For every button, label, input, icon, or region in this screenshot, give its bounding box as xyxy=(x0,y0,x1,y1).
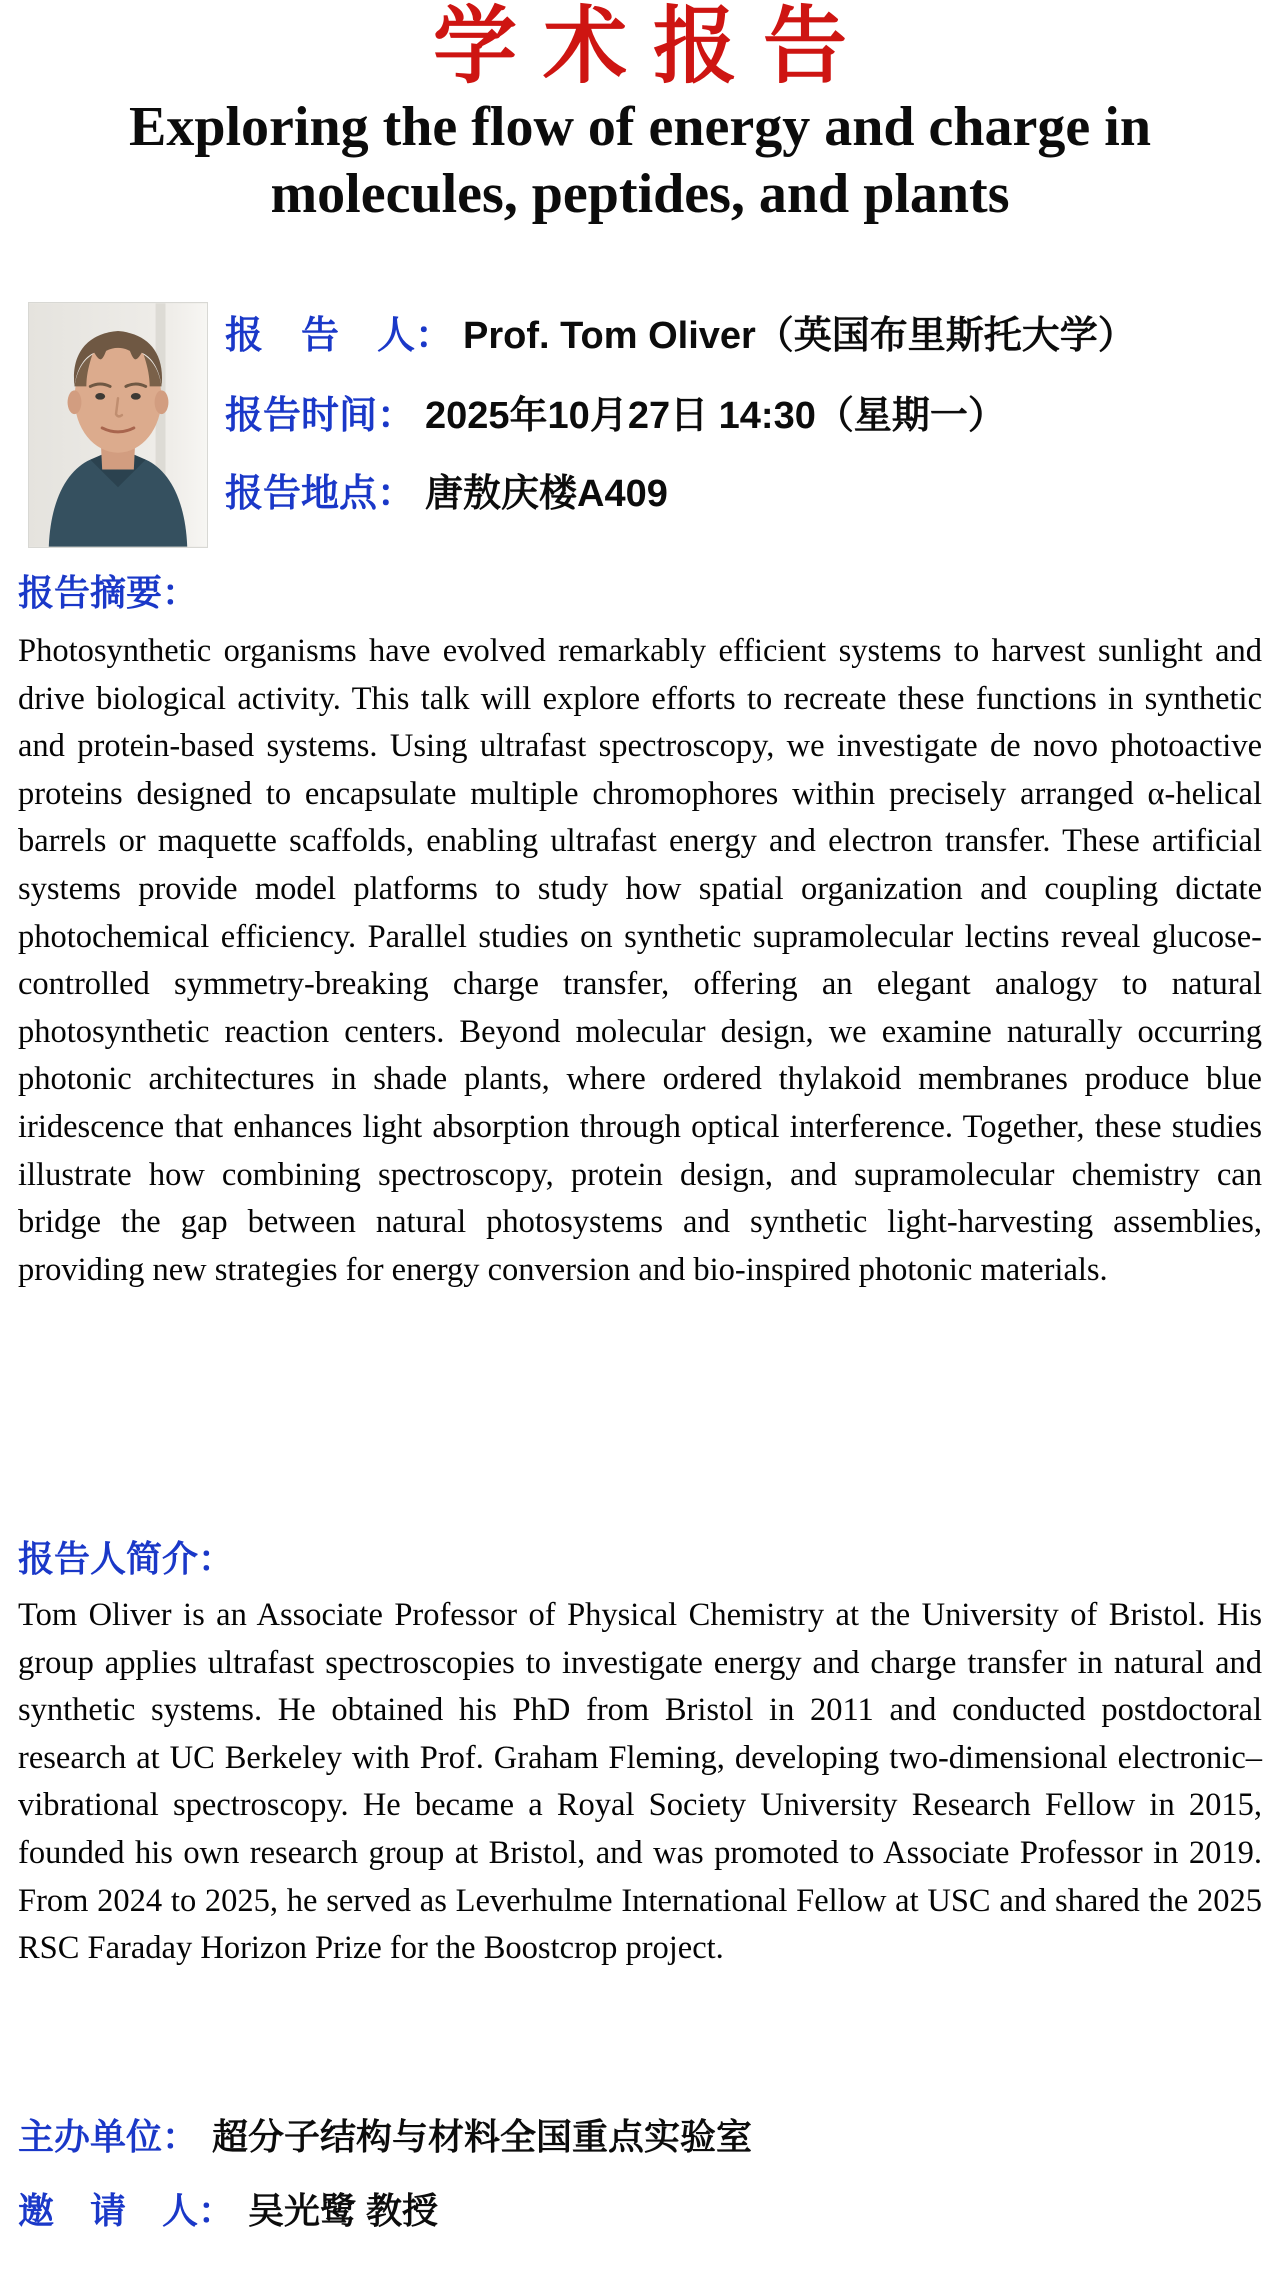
speaker-row xyxy=(225,310,1136,362)
inviter-row xyxy=(18,2186,438,2236)
venue-row xyxy=(225,468,668,520)
abstract-heading: 报告摘要： xyxy=(18,572,199,613)
bio-body: Tom Oliver is an Associate Professor of Physical Chemistry at the University of Bristol. His group applies ultrafast spectroscopies to investigate energy and charge transfer in natural and synthetic systems. He obtained his PhD from Bristol in 2011 and conducted postdoctoral research at UC Berkeley with Prof. Graham Fleming, developing two-dimensional electronic–vibrational spectroscopy. He became a Royal Society University Research Fellow in 2015, founded his own research group at Bristol, and was promoted to Associate Professor in 2019. From 2024 to 2025, he served as Leverhulme International Fellow at USC and shared the 2025 RSC Faraday Horizon Prize for the Boostcrop project. xyxy=(18,1597,1262,1967)
talk-title-line1: Exploring the flow of energy and charge in xyxy=(129,96,1151,158)
inviter-value: 吴光鹭 教授 xyxy=(248,2190,439,2231)
host-label: 主办单位： xyxy=(18,2116,199,2157)
venue-value: 唐敖庆楼A409 xyxy=(425,473,668,515)
time-label: 报告时间： xyxy=(225,395,416,437)
venue-label: 报告地点： xyxy=(225,473,416,515)
time-row xyxy=(225,390,1006,442)
speaker-label: 报 告 人： xyxy=(225,315,454,357)
banner-title: 学术报告 xyxy=(432,1,873,94)
speaker-photo xyxy=(28,302,208,548)
talk-title xyxy=(0,94,1280,228)
speaker-value: Prof. Tom Oliver（英国布里斯托大学） xyxy=(463,315,1136,357)
talk-title-line2: molecules, peptides, and plants xyxy=(270,163,1010,225)
abstract-body: Photosynthetic organisms have evolved remarkably efficient systems to harvest sunlight and drive biological activity. This talk will explore efforts to recreate these functions in synthetic and protein-based systems. Using ultrafast spectroscopy, we investigate de novo photoactive proteins designed to encapsulate multiple chromophores within precisely arranged α-helical barrels or maquette scaffolds, enabling ultrafast energy and electron transfer. These artificial systems provide model platforms to study how spatial organization and coupling dictate photochemical efficiency. Parallel studies on synthetic supramolecular lectins reveal glucose-controlled symmetry-breaking charge transfer, offering an elegant analogy to natural photosynthetic reaction centers. Beyond molecular design, we examine naturally occurring photonic architectures in shade plants, where ordered thylakoid membranes produce blue iridescence that enhances light absorption through optical interference. Together, these studies illustrate how combining spectroscopy, protein design, and supramolecular chemistry can bridge the gap between natural photosystems and synthetic light-harvesting assemblies, providing new strategies for energy conversion and bio-inspired photonic materials. xyxy=(18,633,1262,1288)
host-value: 超分子结构与材料全国重点实验室 xyxy=(212,2116,753,2157)
bio-heading: 报告人简介： xyxy=(18,1538,235,1579)
time-value: 2025年10月27日 14:30（星期一） xyxy=(425,395,1006,437)
inviter-label: 邀 请 人： xyxy=(18,2190,235,2231)
host-row xyxy=(18,2112,752,2162)
speaker-portrait-illustration xyxy=(29,303,207,547)
